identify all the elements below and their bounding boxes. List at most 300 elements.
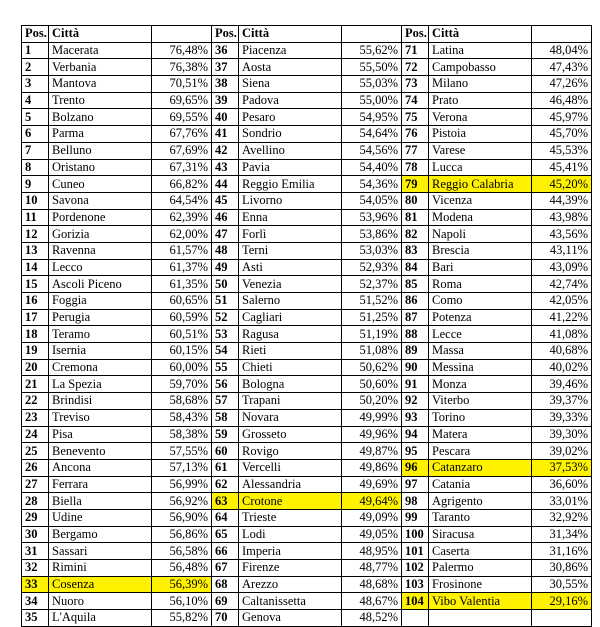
city-cell: Reggio Emilia <box>239 176 342 193</box>
city-cell: Reggio Calabria <box>429 176 532 193</box>
rank-cell: 103 <box>402 576 429 593</box>
table-row <box>22 76 592 93</box>
city-cell: Torino <box>429 409 532 426</box>
percentage-cell: 69,55% <box>152 109 212 126</box>
table-row <box>22 509 592 526</box>
table-row <box>22 176 592 193</box>
rank-cell: 88 <box>402 326 429 343</box>
percentage-cell: 57,13% <box>152 459 212 476</box>
percentage-cell: 70,51% <box>152 76 212 93</box>
percentage-cell: 49,96% <box>342 426 402 443</box>
city-cell: Agrigento <box>429 493 532 510</box>
rank-cell: 78 <box>402 159 429 176</box>
percentage-cell: 48,52% <box>342 610 402 627</box>
rank-cell: 6 <box>22 126 49 143</box>
rank-cell: 53 <box>212 326 239 343</box>
rank-cell: 87 <box>402 309 429 326</box>
percentage-cell: 49,09% <box>342 509 402 526</box>
city-cell: Foggia <box>49 293 152 310</box>
rank-cell: 57 <box>212 393 239 410</box>
city-cell: Grosseto <box>239 426 342 443</box>
percentage-cell: 43,98% <box>532 209 592 226</box>
city-cell: Massa <box>429 343 532 360</box>
rank-cell: 14 <box>22 259 49 276</box>
percentage-cell: 51,08% <box>342 343 402 360</box>
rank-cell: 102 <box>402 560 429 577</box>
city-cell: Biella <box>49 493 152 510</box>
rank-cell: 54 <box>212 343 239 360</box>
percentage-cell: 54,64% <box>342 126 402 143</box>
city-cell: Prato <box>429 92 532 109</box>
city-cell: Novara <box>239 409 342 426</box>
percentage-cell: 39,33% <box>532 409 592 426</box>
rank-cell: 42 <box>212 142 239 159</box>
rank-cell: 97 <box>402 476 429 493</box>
rank-cell: 7 <box>22 142 49 159</box>
rank-cell: 17 <box>22 309 49 326</box>
city-cell: Alessandria <box>239 476 342 493</box>
rank-cell: 82 <box>402 226 429 243</box>
rank-cell: 58 <box>212 409 239 426</box>
city-cell: Pistoia <box>429 126 532 143</box>
city-cell: Palermo <box>429 560 532 577</box>
city-cell: Brescia <box>429 242 532 259</box>
percentage-cell: 62,39% <box>152 209 212 226</box>
city-cell: Crotone <box>239 493 342 510</box>
rank-cell: 8 <box>22 159 49 176</box>
city-cell: Ferrara <box>49 476 152 493</box>
percentage-cell: 41,22% <box>532 309 592 326</box>
city-cell: Perugia <box>49 309 152 326</box>
table-row <box>22 409 592 426</box>
percentage-cell: 54,36% <box>342 176 402 193</box>
city-cell: Bari <box>429 259 532 276</box>
rank-cell: 64 <box>212 509 239 526</box>
table-row <box>22 610 592 627</box>
percentage-cell: 55,50% <box>342 59 402 76</box>
percentage-cell: 47,26% <box>532 76 592 93</box>
city-cell: Cagliari <box>239 309 342 326</box>
rank-cell: 71 <box>402 42 429 59</box>
rank-cell: 75 <box>402 109 429 126</box>
percentage-cell <box>532 610 592 627</box>
table-row <box>22 443 592 460</box>
city-cell: Ascoli Piceno <box>49 276 152 293</box>
city-cell: Padova <box>239 92 342 109</box>
percentage-cell: 43,09% <box>532 259 592 276</box>
percentage-cell: 29,16% <box>532 593 592 610</box>
city-cell: Chieti <box>239 359 342 376</box>
rank-cell: 30 <box>22 526 49 543</box>
rank-cell: 80 <box>402 192 429 209</box>
table-row <box>22 126 592 143</box>
rank-cell: 83 <box>402 242 429 259</box>
percentage-cell: 58,38% <box>152 426 212 443</box>
percentage-cell: 61,35% <box>152 276 212 293</box>
city-cell: Latina <box>429 42 532 59</box>
rank-cell: 26 <box>22 459 49 476</box>
rank-cell: 60 <box>212 443 239 460</box>
percentage-cell: 45,41% <box>532 159 592 176</box>
city-cell: Trieste <box>239 509 342 526</box>
header-city: Città <box>239 26 342 43</box>
percentage-cell: 66,82% <box>152 176 212 193</box>
percentage-cell: 69,65% <box>152 92 212 109</box>
percentage-cell: 56,10% <box>152 593 212 610</box>
rank-cell: 32 <box>22 560 49 577</box>
city-cell: Viterbo <box>429 393 532 410</box>
percentage-cell: 49,87% <box>342 443 402 460</box>
city-cell: Ragusa <box>239 326 342 343</box>
percentage-cell: 51,52% <box>342 293 402 310</box>
rank-cell: 45 <box>212 192 239 209</box>
percentage-cell: 48,04% <box>532 42 592 59</box>
percentage-cell: 36,60% <box>532 476 592 493</box>
city-cell: Udine <box>49 509 152 526</box>
percentage-cell: 31,34% <box>532 526 592 543</box>
rank-cell: 47 <box>212 226 239 243</box>
table-row <box>22 142 592 159</box>
rank-cell: 24 <box>22 426 49 443</box>
city-cell: Piacenza <box>239 42 342 59</box>
rank-cell: 41 <box>212 126 239 143</box>
table-row <box>22 92 592 109</box>
percentage-cell: 59,70% <box>152 376 212 393</box>
city-cell: Brindisi <box>49 393 152 410</box>
table-row <box>22 376 592 393</box>
percentage-cell: 56,90% <box>152 509 212 526</box>
rank-cell: 48 <box>212 242 239 259</box>
rank-cell: 72 <box>402 59 429 76</box>
rank-cell: 52 <box>212 309 239 326</box>
city-cell: Firenze <box>239 560 342 577</box>
rank-cell: 89 <box>402 343 429 360</box>
city-cell: Pordenone <box>49 209 152 226</box>
percentage-cell: 49,99% <box>342 409 402 426</box>
header-pct <box>342 26 402 43</box>
percentage-cell: 48,95% <box>342 543 402 560</box>
percentage-cell: 54,40% <box>342 159 402 176</box>
table-row <box>22 476 592 493</box>
city-cell: Monza <box>429 376 532 393</box>
table-row <box>22 526 592 543</box>
city-cell: Vicenza <box>429 192 532 209</box>
city-cell: Ancona <box>49 459 152 476</box>
city-cell: Vercelli <box>239 459 342 476</box>
city-cell: Bolzano <box>49 109 152 126</box>
rank-cell: 65 <box>212 526 239 543</box>
percentage-cell: 50,20% <box>342 393 402 410</box>
city-cell: Arezzo <box>239 576 342 593</box>
rank-cell: 92 <box>402 393 429 410</box>
city-cell: Campobasso <box>429 59 532 76</box>
header-pos: Pos. <box>402 26 429 43</box>
rank-cell: 16 <box>22 293 49 310</box>
rank-cell: 40 <box>212 109 239 126</box>
rank-cell: 38 <box>212 76 239 93</box>
percentage-cell: 53,96% <box>342 209 402 226</box>
percentage-cell: 76,38% <box>152 59 212 76</box>
rank-cell: 29 <box>22 509 49 526</box>
rank-cell <box>402 610 429 627</box>
rank-cell: 36 <box>212 42 239 59</box>
city-cell: Benevento <box>49 443 152 460</box>
rank-cell: 34 <box>22 593 49 610</box>
percentage-cell: 56,99% <box>152 476 212 493</box>
rank-cell: 23 <box>22 409 49 426</box>
table-row <box>22 293 592 310</box>
city-cell: Napoli <box>429 226 532 243</box>
percentage-cell: 30,55% <box>532 576 592 593</box>
rank-cell: 66 <box>212 543 239 560</box>
percentage-cell: 54,56% <box>342 142 402 159</box>
percentage-cell: 45,97% <box>532 109 592 126</box>
city-cell: Parma <box>49 126 152 143</box>
rank-cell: 91 <box>402 376 429 393</box>
city-cell: Imperia <box>239 543 342 560</box>
city-cell: Enna <box>239 209 342 226</box>
rank-cell: 27 <box>22 476 49 493</box>
percentage-cell: 53,03% <box>342 242 402 259</box>
city-cell: Lecco <box>49 259 152 276</box>
percentage-cell: 39,02% <box>532 443 592 460</box>
rank-cell: 85 <box>402 276 429 293</box>
rank-cell: 51 <box>212 293 239 310</box>
header-row <box>22 26 592 43</box>
rank-cell: 20 <box>22 359 49 376</box>
percentage-cell: 53,86% <box>342 226 402 243</box>
percentage-cell: 43,56% <box>532 226 592 243</box>
city-cell: Macerata <box>49 42 152 59</box>
table-row <box>22 359 592 376</box>
percentage-cell: 60,51% <box>152 326 212 343</box>
rank-cell: 31 <box>22 543 49 560</box>
rank-cell: 94 <box>402 426 429 443</box>
percentage-cell: 41,08% <box>532 326 592 343</box>
table-row <box>22 576 592 593</box>
percentage-cell: 55,00% <box>342 92 402 109</box>
table-row <box>22 276 592 293</box>
percentage-cell: 49,69% <box>342 476 402 493</box>
city-cell: Bologna <box>239 376 342 393</box>
percentage-cell: 47,43% <box>532 59 592 76</box>
rank-cell: 39 <box>212 92 239 109</box>
percentage-cell: 60,15% <box>152 343 212 360</box>
city-cell: Messina <box>429 359 532 376</box>
rank-cell: 67 <box>212 560 239 577</box>
table-row <box>22 343 592 360</box>
city-cell: Savona <box>49 192 152 209</box>
rank-cell: 43 <box>212 159 239 176</box>
percentage-cell: 61,57% <box>152 242 212 259</box>
percentage-cell: 37,53% <box>532 459 592 476</box>
city-cell: Cuneo <box>49 176 152 193</box>
city-cell: Nuoro <box>49 593 152 610</box>
city-cell: Sassari <box>49 543 152 560</box>
city-cell: Asti <box>239 259 342 276</box>
city-cell: Pescara <box>429 443 532 460</box>
percentage-cell: 46,48% <box>532 92 592 109</box>
rank-cell: 99 <box>402 509 429 526</box>
table-row <box>22 109 592 126</box>
percentage-cell: 32,92% <box>532 509 592 526</box>
rank-cell: 4 <box>22 92 49 109</box>
percentage-cell: 39,37% <box>532 393 592 410</box>
city-cell: Siena <box>239 76 342 93</box>
rank-cell: 12 <box>22 226 49 243</box>
percentage-cell: 55,03% <box>342 76 402 93</box>
percentage-cell: 58,43% <box>152 409 212 426</box>
city-cell: Ravenna <box>49 242 152 259</box>
city-cell: Varese <box>429 142 532 159</box>
rank-cell: 25 <box>22 443 49 460</box>
table-row <box>22 259 592 276</box>
percentage-cell: 48,68% <box>342 576 402 593</box>
rank-cell: 3 <box>22 76 49 93</box>
city-cell: Lecce <box>429 326 532 343</box>
city-cell <box>429 610 532 627</box>
city-cell: Potenza <box>429 309 532 326</box>
city-cell: Siracusa <box>429 526 532 543</box>
percentage-cell: 60,00% <box>152 359 212 376</box>
percentage-cell: 56,39% <box>152 576 212 593</box>
table-row <box>22 309 592 326</box>
percentage-cell: 67,31% <box>152 159 212 176</box>
table-body <box>22 42 592 626</box>
percentage-cell: 42,05% <box>532 293 592 310</box>
city-cell: Modena <box>429 209 532 226</box>
rank-cell: 55 <box>212 359 239 376</box>
percentage-cell: 30,86% <box>532 560 592 577</box>
table-row <box>22 543 592 560</box>
city-cell: Verona <box>429 109 532 126</box>
rank-cell: 100 <box>402 526 429 543</box>
rank-cell: 63 <box>212 493 239 510</box>
percentage-cell: 39,30% <box>532 426 592 443</box>
percentage-cell: 67,69% <box>152 142 212 159</box>
city-cell: Rieti <box>239 343 342 360</box>
rank-cell: 35 <box>22 610 49 627</box>
percentage-cell: 56,48% <box>152 560 212 577</box>
percentage-cell: 52,37% <box>342 276 402 293</box>
city-cell: Pisa <box>49 426 152 443</box>
header-city: Città <box>49 26 152 43</box>
rank-cell: 22 <box>22 393 49 410</box>
percentage-cell: 56,92% <box>152 493 212 510</box>
rank-cell: 73 <box>402 76 429 93</box>
city-cell: Gorizia <box>49 226 152 243</box>
percentage-cell: 52,93% <box>342 259 402 276</box>
city-cell: Rimini <box>49 560 152 577</box>
rank-cell: 77 <box>402 142 429 159</box>
city-cell: Roma <box>429 276 532 293</box>
city-cell: Pavia <box>239 159 342 176</box>
percentage-cell: 45,70% <box>532 126 592 143</box>
rank-cell: 96 <box>402 459 429 476</box>
percentage-cell: 31,16% <box>532 543 592 560</box>
rank-cell: 1 <box>22 42 49 59</box>
city-cell: Trento <box>49 92 152 109</box>
percentage-cell: 40,68% <box>532 343 592 360</box>
rank-cell: 70 <box>212 610 239 627</box>
rank-cell: 81 <box>402 209 429 226</box>
header-pos: Pos. <box>212 26 239 43</box>
city-cell: Oristano <box>49 159 152 176</box>
percentage-cell: 60,59% <box>152 309 212 326</box>
table-row <box>22 560 592 577</box>
rank-cell: 28 <box>22 493 49 510</box>
percentage-cell: 49,86% <box>342 459 402 476</box>
header-city: Città <box>429 26 532 43</box>
city-cell: Terni <box>239 242 342 259</box>
rank-cell: 93 <box>402 409 429 426</box>
table-row <box>22 393 592 410</box>
city-cell: Isernia <box>49 343 152 360</box>
rank-cell: 13 <box>22 242 49 259</box>
percentage-cell: 33,01% <box>532 493 592 510</box>
city-cell: Catanzaro <box>429 459 532 476</box>
percentage-cell: 55,62% <box>342 42 402 59</box>
city-ranking-table <box>21 25 592 627</box>
table-row <box>22 192 592 209</box>
city-cell: Cosenza <box>49 576 152 593</box>
header-pct <box>532 26 592 43</box>
rank-cell: 37 <box>212 59 239 76</box>
header-pct <box>152 26 212 43</box>
percentage-cell: 57,55% <box>152 443 212 460</box>
city-cell: Livorno <box>239 192 342 209</box>
city-cell: Avellino <box>239 142 342 159</box>
rank-cell: 18 <box>22 326 49 343</box>
city-cell: Verbania <box>49 59 152 76</box>
city-cell: Caserta <box>429 543 532 560</box>
rank-cell: 56 <box>212 376 239 393</box>
percentage-cell: 64,54% <box>152 192 212 209</box>
rank-cell: 15 <box>22 276 49 293</box>
percentage-cell: 76,48% <box>152 42 212 59</box>
rank-cell: 84 <box>402 259 429 276</box>
rank-cell: 86 <box>402 293 429 310</box>
percentage-cell: 39,46% <box>532 376 592 393</box>
city-cell: Milano <box>429 76 532 93</box>
table-row <box>22 226 592 243</box>
percentage-cell: 45,20% <box>532 176 592 193</box>
rank-cell: 19 <box>22 343 49 360</box>
city-cell: Lucca <box>429 159 532 176</box>
city-cell: Pesaro <box>239 109 342 126</box>
table-row <box>22 59 592 76</box>
city-cell: Rovigo <box>239 443 342 460</box>
percentage-cell: 48,77% <box>342 560 402 577</box>
rank-cell: 79 <box>402 176 429 193</box>
rank-cell: 98 <box>402 493 429 510</box>
rank-cell: 44 <box>212 176 239 193</box>
percentage-cell: 49,64% <box>342 493 402 510</box>
rank-cell: 74 <box>402 92 429 109</box>
rank-cell: 104 <box>402 593 429 610</box>
city-cell: Catania <box>429 476 532 493</box>
city-cell: Sondrio <box>239 126 342 143</box>
rank-cell: 9 <box>22 176 49 193</box>
percentage-cell: 45,53% <box>532 142 592 159</box>
city-cell: Frosinone <box>429 576 532 593</box>
city-cell: Venezia <box>239 276 342 293</box>
percentage-cell: 50,62% <box>342 359 402 376</box>
percentage-cell: 49,05% <box>342 526 402 543</box>
city-cell: Trapani <box>239 393 342 410</box>
city-cell: Treviso <box>49 409 152 426</box>
table-row <box>22 159 592 176</box>
